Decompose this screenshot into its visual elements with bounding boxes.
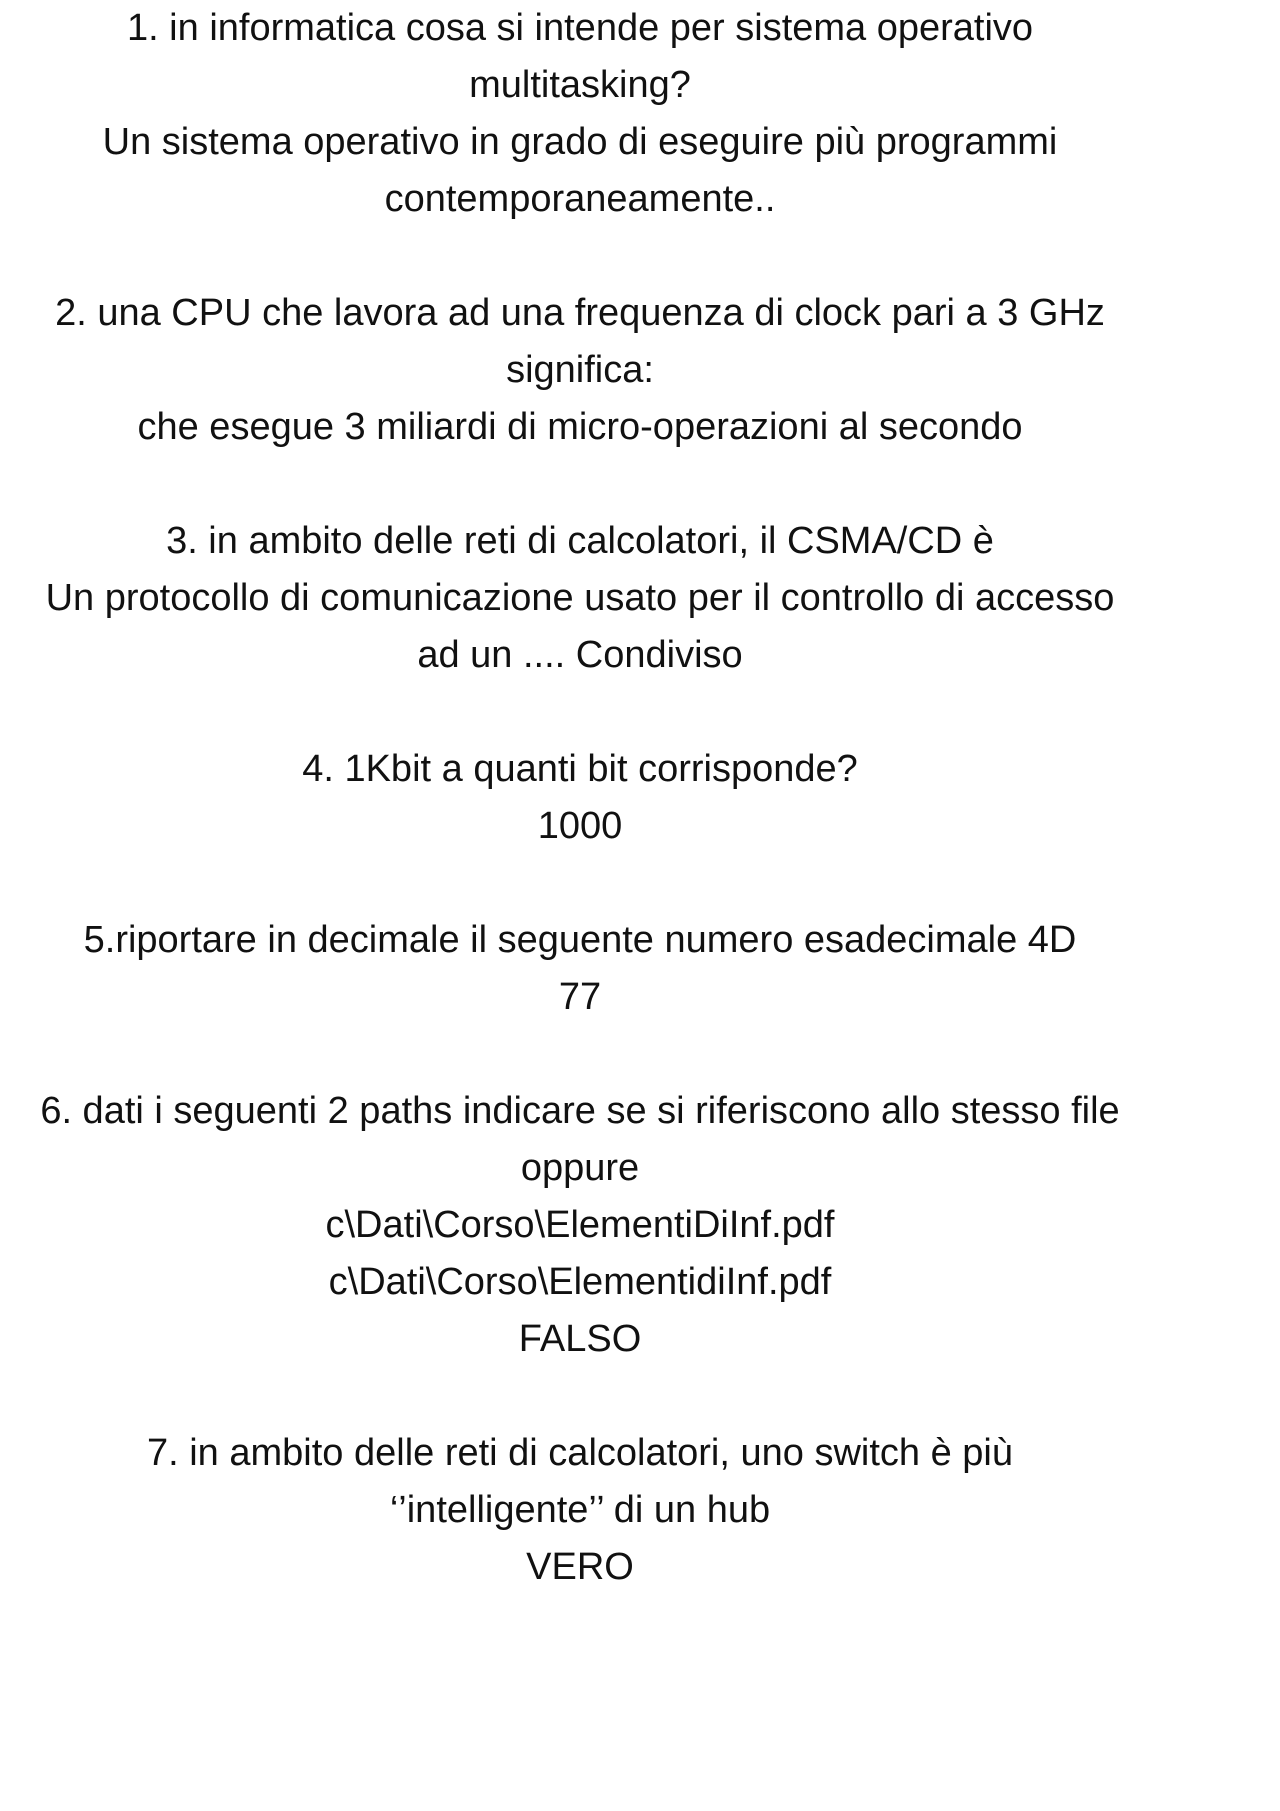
question-block-1 (10, 0, 1150, 228)
question-block-3 (10, 513, 1150, 684)
question-1-line-1: 1. in informatica cosa si intende per sistema operativo (126, 7, 1034, 49)
question-1-line-2: multitasking? (469, 64, 691, 106)
question-6-line-2: oppure (520, 1147, 640, 1189)
question-block-6 (10, 1083, 1150, 1368)
answer-7-line-1: VERO (526, 1546, 634, 1588)
answer-4-line-1: 1000 (537, 805, 623, 847)
question-6-path-1: c\Dati\Corso\ElementiDiInf.pdf (325, 1204, 835, 1246)
answer-1-line-2: contemporaneamente.. (384, 178, 776, 220)
spacer (10, 855, 1150, 912)
spacer (10, 684, 1150, 741)
question-block-4 (10, 741, 1150, 855)
question-3-line-1: 3. in ambito delle reti di calcolatori, il CSMA/CD è (166, 520, 994, 562)
question-block-7 (10, 1425, 1150, 1596)
question-7-line-2: ‘’intelligente’’ di un hub (389, 1489, 771, 1531)
question-5-line-1: 5.riportare in decimale il seguente numero esadecimale 4D (83, 919, 1077, 961)
answer-1-line-1: Un sistema operativo in grado di eseguire più programmi (102, 121, 1058, 163)
question-4-line-1: 4. 1Kbit a quanti bit corrisponde? (302, 748, 858, 790)
answer-6-line-1: FALSO (518, 1318, 642, 1360)
answer-5-line-1: 77 (558, 976, 602, 1018)
spacer (10, 1368, 1150, 1425)
question-2-line-2: significa: (506, 349, 654, 391)
question-7-line-1: 7. in ambito delle reti di calcolatori, uno switch è più (146, 1432, 1013, 1474)
spacer (10, 1026, 1150, 1083)
spacer (10, 456, 1150, 513)
answer-3-line-1: Un protocollo di comunicazione usato per il controllo di accesso (45, 577, 1115, 619)
question-block-2 (10, 285, 1150, 456)
question-6-line-1: 6. dati i seguenti 2 paths indicare se si riferiscono allo stesso file (40, 1090, 1120, 1132)
spacer (10, 228, 1150, 285)
question-6-path-2: c\Dati\Corso\ElementidiInf.pdf (328, 1261, 832, 1303)
answer-2-line-1: che esegue 3 miliardi di micro-operazioni al secondo (137, 406, 1023, 448)
question-2-line-1: 2. una CPU che lavora ad una frequenza di clock pari a 3 GHz (55, 292, 1105, 334)
answer-3-line-2: ad un .... Condiviso (417, 634, 743, 676)
question-block-5 (10, 912, 1150, 1026)
